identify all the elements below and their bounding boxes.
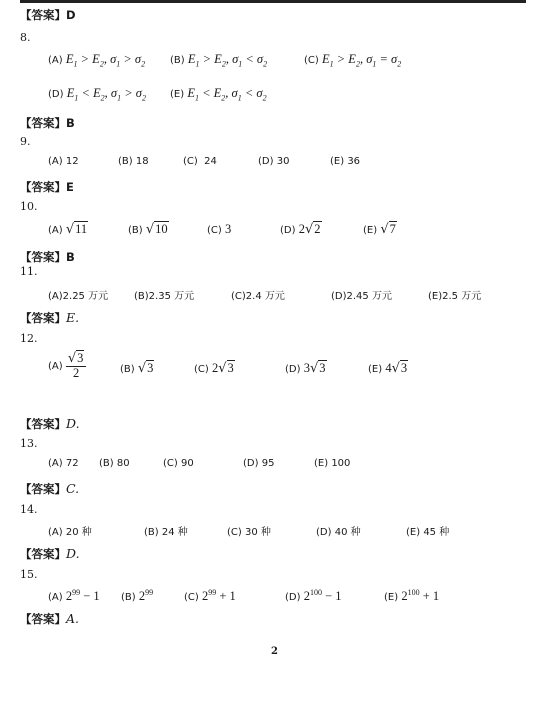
q14-answer (20, 546, 80, 562)
top-rule (20, 0, 526, 3)
answer-value: D. (66, 416, 80, 431)
q9-option-e (330, 156, 360, 167)
q12-answer (20, 416, 80, 432)
exponent: 100 (407, 588, 420, 597)
option-label: (C) (304, 55, 319, 66)
option-value: 36 (347, 156, 361, 167)
exponent: 100 (309, 588, 322, 597)
radicand: 3 (319, 361, 326, 375)
option-label: (B) (99, 458, 114, 469)
option-label: (D) (243, 458, 259, 469)
denominator: 2 (72, 366, 80, 381)
option-value: 40 种 (334, 527, 361, 538)
q13-number: 13. (20, 437, 38, 450)
q10-number: 10. (20, 200, 38, 213)
answer-tag: 【答案】 (20, 8, 66, 22)
option-value: 12 (65, 156, 79, 167)
sqrt-2: √2 (304, 222, 321, 237)
q10-option-c (207, 222, 231, 237)
q8-option-a: (A) $E_1 > E_2$, $\sigma_1 > \sigma_2$ (48, 52, 146, 69)
option-label: (A) (48, 458, 63, 469)
option-value: 24 (204, 156, 217, 167)
q12-option-b: (B) √3 (120, 361, 154, 376)
option-label: (C) (184, 592, 199, 604)
answer-value: B (66, 116, 75, 130)
option-label: (E) (314, 458, 329, 469)
option-label: (E) (170, 89, 185, 100)
tail: − 1 (321, 589, 342, 604)
option-value: 72 (65, 458, 79, 469)
option-value: 24 种 (161, 527, 188, 538)
answer-value: E. (66, 310, 80, 325)
answer-value: D. (66, 546, 80, 561)
q9-answer (20, 179, 74, 195)
option-label: (D) (48, 89, 64, 100)
exponent: 99 (208, 588, 217, 597)
q13-answer (20, 481, 79, 497)
option-label: (D) (316, 527, 332, 538)
q13-option-d (243, 458, 274, 469)
q15-option-a (48, 588, 100, 604)
q11-option-b (134, 287, 194, 302)
option-label: (B) (120, 364, 135, 375)
q9-option-c (183, 156, 217, 167)
option-label: (C) (227, 527, 242, 538)
answer-tag: 【答案】 (20, 180, 66, 194)
option-value: 80 (116, 458, 130, 469)
option-value: 2.25 万元 (62, 291, 109, 302)
answer-value: C. (66, 481, 80, 496)
q10-answer (20, 249, 75, 265)
q14-option-a (48, 523, 92, 538)
q14-number: 14. (20, 503, 38, 516)
q14-option-d (316, 523, 361, 538)
q11-option-a (48, 287, 108, 302)
radicand: 3 (227, 361, 234, 375)
q9-option-d (258, 156, 289, 167)
coefficient: 2 (211, 361, 219, 375)
option-label: (C) (183, 156, 198, 167)
radicand: 7 (389, 222, 396, 236)
q11-number: 11. (20, 265, 38, 278)
option-label: (D) (258, 156, 274, 167)
exponent: 99 (72, 588, 81, 597)
q8-answer (20, 115, 75, 131)
q9-option-b (118, 156, 149, 167)
q13-option-c (163, 458, 194, 469)
q10-option-a (48, 222, 88, 237)
base: 2 (65, 589, 73, 604)
q12-option-d: (D) 3√3 (285, 361, 326, 376)
q12-number: 12. (20, 332, 38, 345)
q15-number: 15. (20, 568, 38, 581)
q13-option-e (314, 458, 350, 469)
q11-answer (20, 310, 79, 326)
q8-option-d: (D) $E_1 < E_2$, $\sigma_1 > \sigma_2$ (48, 86, 146, 103)
option-value: 45 种 (423, 527, 450, 538)
sqrt-11: √11 (65, 222, 88, 237)
option-value: 3 (224, 222, 232, 236)
base: 2 (138, 589, 146, 604)
radicand: 3 (77, 351, 84, 365)
base: 2 (401, 589, 408, 604)
q14-option-b (144, 523, 188, 538)
fraction-sqrt3-over-2: $\frac{√3}{2}$ (66, 352, 87, 381)
q15-option-c (184, 588, 236, 604)
coefficient: 4 (385, 361, 392, 375)
q13-option-b (99, 458, 130, 469)
sqrt-10: √10 (145, 222, 168, 237)
option-label: (E) (363, 225, 378, 236)
radicand: 2 (314, 222, 321, 236)
option-value: 2.45 万元 (346, 291, 392, 302)
q11-option-e (428, 287, 481, 302)
answer-tag: 【答案】 (20, 547, 66, 561)
q12-option-e: (E) 4√3 (368, 361, 408, 376)
q14-option-e (406, 523, 449, 538)
option-label: (D) (280, 225, 296, 236)
option-value: 2.5 万元 (442, 291, 482, 302)
base: 2 (201, 589, 209, 604)
answer-value: D (66, 8, 76, 22)
answer-tag: 【答案】 (20, 417, 66, 431)
option-value: 90 (180, 458, 194, 469)
option-value: 100 (331, 458, 351, 469)
option-label: (D) (285, 364, 301, 375)
option-value: 20 种 (65, 527, 92, 538)
option-value: 18 (135, 156, 149, 167)
tail: + 1 (216, 589, 236, 604)
tail: + 1 (419, 589, 440, 604)
option-label: (E) (368, 364, 383, 375)
q13-option-a (48, 458, 79, 469)
q10-option-b (128, 222, 169, 237)
option-label: (D) (331, 291, 347, 302)
q15-answer (20, 611, 79, 627)
radicand: 3 (400, 361, 408, 375)
option-value: 2.4 万元 (245, 291, 285, 302)
q8-number: 8. (20, 31, 31, 44)
q9-number: 9. (20, 135, 31, 148)
answer-value: A. (66, 611, 80, 626)
q8-option-e: (E) $E_1 < E_2$, $\sigma_1 < \sigma_2$ (170, 86, 267, 103)
answer-tag: 【答案】 (20, 612, 66, 626)
answer-tag: 【答案】 (20, 116, 66, 130)
option-label: (A) (48, 527, 63, 538)
answer-tag: 【答案】 (20, 311, 66, 325)
q15-option-b (121, 588, 153, 604)
option-value: 2.35 万元 (148, 291, 195, 302)
radicand: 11 (75, 222, 88, 236)
option-label: (A) (48, 291, 63, 302)
q8-option-c: (C) $E_1 > E_2$, $\sigma_1 = \sigma_2$ (304, 52, 402, 69)
q15-option-e (384, 588, 439, 604)
q8-option-b: (B) $E_1 > E_2$, $\sigma_1 < \sigma_2$ (170, 52, 268, 69)
option-label: (B) (118, 156, 133, 167)
option-label: (B) (128, 225, 143, 236)
answer-value: B (66, 250, 75, 264)
q9-option-a (48, 156, 79, 167)
q12-option-a (48, 352, 86, 381)
tail: − 1 (80, 589, 100, 604)
q12-option-c: (C) 2√3 (194, 361, 234, 376)
q11-option-c (231, 287, 285, 302)
answer-tag: 【答案】 (20, 482, 66, 496)
q11-option-d (331, 287, 392, 302)
answer-value: E (66, 180, 74, 194)
coefficient: 2 (298, 222, 305, 236)
option-label: (B) (144, 527, 159, 538)
coefficient: 3 (303, 361, 310, 375)
q7-answer (20, 7, 76, 23)
sqrt-7: √7 (380, 222, 396, 237)
option-label: (B) (170, 55, 185, 66)
option-label: (E) (384, 592, 399, 604)
option-value: 30 种 (244, 527, 271, 538)
option-label: (A) (48, 361, 63, 373)
radicand: 3 (147, 361, 154, 375)
page-number: 2 (271, 646, 278, 657)
q10-option-d (280, 222, 322, 237)
answer-tag: 【答案】 (20, 250, 66, 264)
q15-option-d (285, 588, 342, 604)
radicand: 10 (155, 222, 168, 236)
option-label: (A) (48, 225, 63, 236)
q14-option-c (227, 523, 271, 538)
option-label: (D) (285, 592, 301, 604)
option-label: (A) (48, 592, 63, 604)
option-label: (C) (194, 364, 209, 375)
q10-option-e (363, 222, 397, 237)
exponent: 99 (145, 588, 154, 597)
option-label: (E) (428, 291, 443, 302)
option-label: (A) (48, 156, 63, 167)
option-label: (C) (207, 225, 222, 236)
option-label: (A) (48, 55, 63, 66)
option-label: (C) (231, 291, 246, 302)
option-value: 30 (276, 156, 290, 167)
option-label: (B) (121, 592, 136, 604)
option-label: (E) (406, 527, 421, 538)
option-label: (C) (163, 458, 178, 469)
option-label: (B) (134, 291, 149, 302)
option-value: 95 (261, 458, 275, 469)
base: 2 (303, 589, 310, 604)
option-label: (E) (330, 156, 345, 167)
